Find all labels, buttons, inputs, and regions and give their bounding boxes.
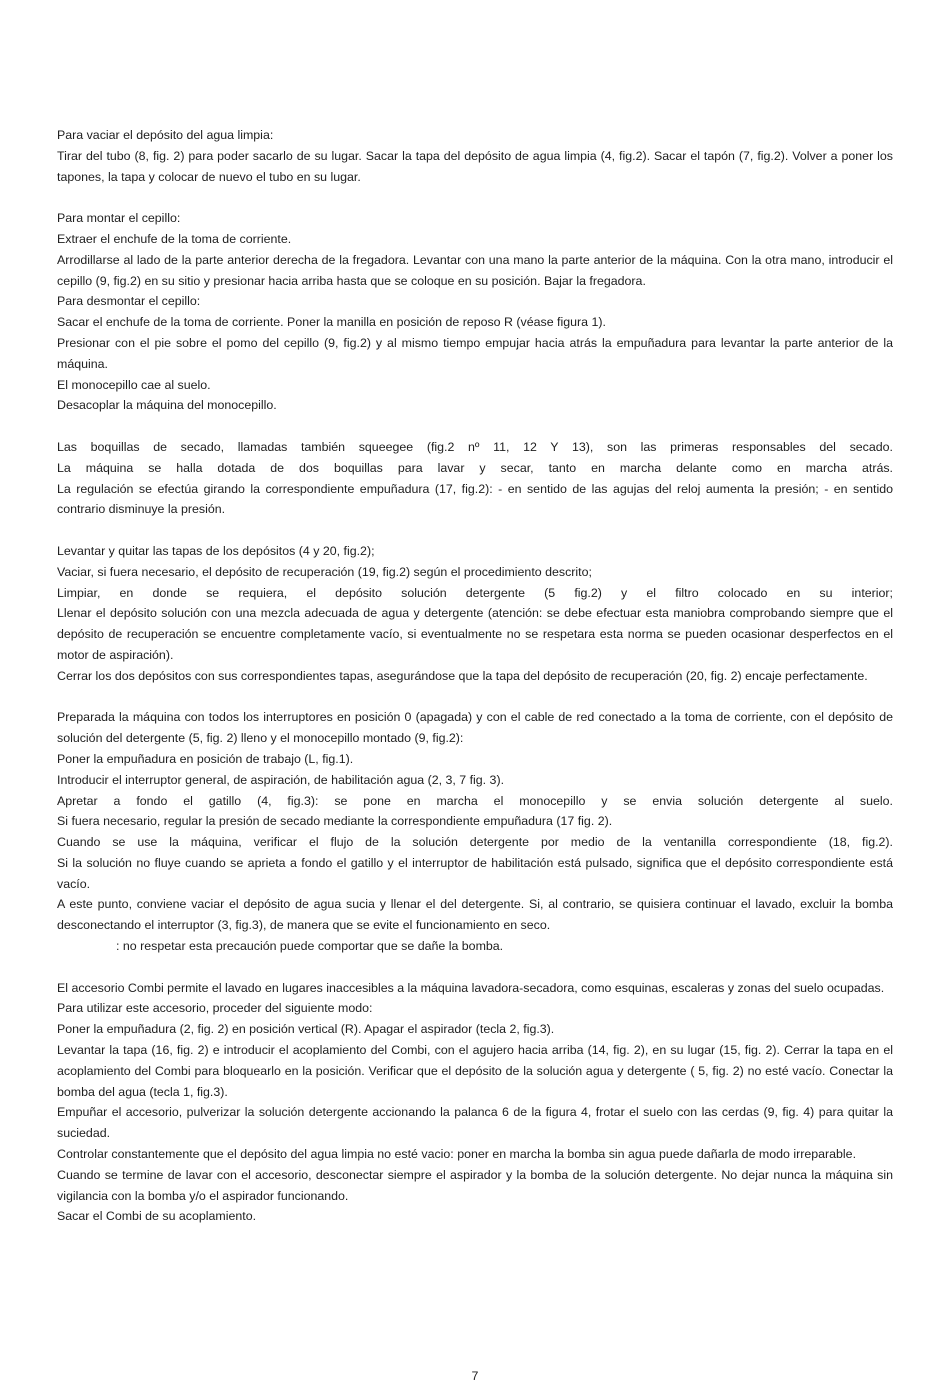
paragraph: Cuando se termine de lavar con el accesorio, desconectar siempre el aspirador y la bomba de la solución detergente. No dejar nunca la máquina sin vigilancia con la bomba y/o el aspirador funcionando. — [57, 1167, 893, 1203]
paragraph: Empuñar el accesorio, pulverizar la solución detergente accionando la palanca 6 de la figura 4, frotar el suelo con las cerdas (9, fig. 4) para quitar la suciedad. — [57, 1105, 893, 1141]
paragraph: Sacar el Combi de su acoplamiento. — [57, 1209, 257, 1224]
paragraph: Si fuera necesario, regular la presión de secado mediante la correspondiente empuñadura (17 fig. 2). — [57, 814, 613, 829]
paragraph: Limpiar, en donde se requiera, el depósito solución detergente (5 fig.2) y el filtro colocado en su interior; — [57, 585, 893, 600]
paragraph: Para utilizar este accesorio, proceder del siguiente modo: — [57, 1001, 373, 1016]
paragraph: Presionar con el pie sobre el pomo del cepillo (9, fig.2) y al mismo tiempo empujar hacia atrás la empuñadura para levantar la parte anterior de la máquina. — [57, 335, 893, 371]
paragraph: Levantar la tapa (16, fig. 2) e introducir el acoplamiento del Combi, con el agujero hacia arriba (14, fig. 2), en su lugar (15, fig. 2). Cerrar la tapa en el acoplamiento del Combi para bloquearlo en la posición. Verificar que el depósito de la solución agua y detergente ( 5, fig. 2) no esté vacío. Conectar la bomba del agua (tecla 1, fig.3). — [57, 1043, 893, 1099]
paragraph: Vaciar, si fuera necesario, el depósito de recuperación (19, fig.2) según el procedimiento descrito; — [57, 564, 592, 579]
paragraph: Tirar del tubo (8, fig. 2) para poder sacarlo de su lugar. Sacar la tapa del depósito de agua limpia (4, fig.2). Sacar el tapón (7, fig.2). Volver a poner los tapones, la tapa y colocar de nuevo el tubo en su lugar. — [57, 148, 893, 184]
section-operation — [57, 707, 893, 957]
paragraph: Sacar el enchufe de la toma de corriente. Poner la manilla en posición de reposo R (véase figura 1). — [57, 315, 606, 330]
paragraph: Si la solución no fluye cuando se aprieta a fondo el gatillo y el interruptor de habilitación está pulsado, significa que el depósito correspondiente está vacío. — [57, 855, 893, 891]
paragraph: Apretar a fondo el gatillo (4, fig.3): se pone en marcha el monocepillo y se envia solución detergente al suelo. — [57, 793, 893, 808]
paragraph: Cerrar los dos depósitos con sus correspondientes tapas, asegurándose que la tapa del depósito de recuperación (20, fig. 2) encaje perfectamente. — [57, 668, 868, 683]
paragraph: Poner la empuñadura en posición de trabajo (L, fig.1). — [57, 751, 354, 766]
paragraph: Controlar constantemente que el depósito del agua limpia no esté vacio: poner en marcha la bomba sin agua puede dañarla de modo irreparable. — [57, 1147, 857, 1162]
paragraph: Las boquillas de secado, llamadas también squeegee (fig.2 nº 11, 12 Y 13), son las primeras responsables del secado. — [57, 439, 893, 454]
paragraph: La regulación se efectúa girando la correspondiente empuñadura (17, fig.2): - en sentido de las agujas del reloj aumenta la presión; - en sentido contrario disminuye la presión. — [57, 481, 893, 517]
page-number: 7 — [471, 1369, 479, 1383]
section-combi-accessory — [57, 978, 893, 1228]
section-mount-brush — [57, 208, 893, 416]
paragraph: A este punto, conviene vaciar el depósito de agua sucia y llenar el del detergente. Si, al contrario, se quisiera continuar el lavado, excluir la bomba desconectando el interruptor (3, fig.3), de manera que se evite el funcionamiento en seco. — [57, 897, 893, 933]
paragraph: El monocepillo cae al suelo. — [57, 377, 211, 392]
document-body — [57, 125, 893, 1248]
paragraph: Para montar el cepillo: — [57, 211, 181, 226]
paragraph: Desacoplar la máquina del monocepillo. — [57, 398, 277, 413]
section-squeegee — [57, 437, 893, 520]
paragraph: Llenar el depósito solución con una mezcla adecuada de agua y detergente (atención: se debe efectuar esta maniobra comprobando siempre que el depósito de recuperación se encuentre completamente vacío, si eventualmente no se respetara esta norma se pueden ocasionar desperfectos en el motor de aspiración). — [57, 606, 893, 662]
paragraph: Extraer el enchufe de la toma de corriente. — [57, 231, 292, 246]
paragraph: Poner la empuñadura (2, fig. 2) en posición vertical (R). Apagar el aspirador (tecla 2, fig.3). — [57, 1022, 555, 1037]
paragraph: Levantar y quitar las tapas de los depósitos (4 y 20, fig.2); — [57, 543, 375, 558]
paragraph: Arrodillarse al lado de la parte anterior derecha de la fregadora. Levantar con una mano la parte anterior de la máquina. Con la otra mano, introducir el cepillo (9, fig.2) en su sitio y presionar hacia arriba hasta que se coloque en su posición. Bajar la fregadora. — [57, 252, 893, 288]
section-empty-clean-water-tank — [57, 125, 893, 187]
paragraph: La máquina se halla dotada de dos boquillas para lavar y secar, tanto en marcha delante como en marcha atrás. — [57, 460, 893, 475]
paragraph: Para vaciar el depósito del agua limpia: — [57, 128, 274, 142]
paragraph: : no respetar esta precaución puede comportar que se dañe la bomba. — [116, 939, 504, 954]
paragraph: El accesorio Combi permite el lavado en lugares inaccesibles a la máquina lavadora-secadora, como esquinas, escaleras y zonas del suelo ocupadas. — [57, 980, 885, 995]
paragraph: Preparada la máquina con todos los interruptores en posición 0 (apagada) y con el cable de red conectado a la toma de corriente, con el depósito de solución del detergente (5, fig. 2) lleno y el monocepillo montado (9, fig.2): — [57, 710, 893, 746]
section-tank-preparation — [57, 541, 893, 687]
paragraph: Introducir el interruptor general, de aspiración, de habilitación agua (2, 3, 7 fig. 3). — [57, 772, 505, 787]
paragraph: Cuando se use la máquina, verificar el flujo de la solución detergente por medio de la ventanilla correspondiente (18, fig.2). — [57, 835, 893, 850]
paragraph: Para desmontar el cepillo: — [57, 294, 201, 309]
